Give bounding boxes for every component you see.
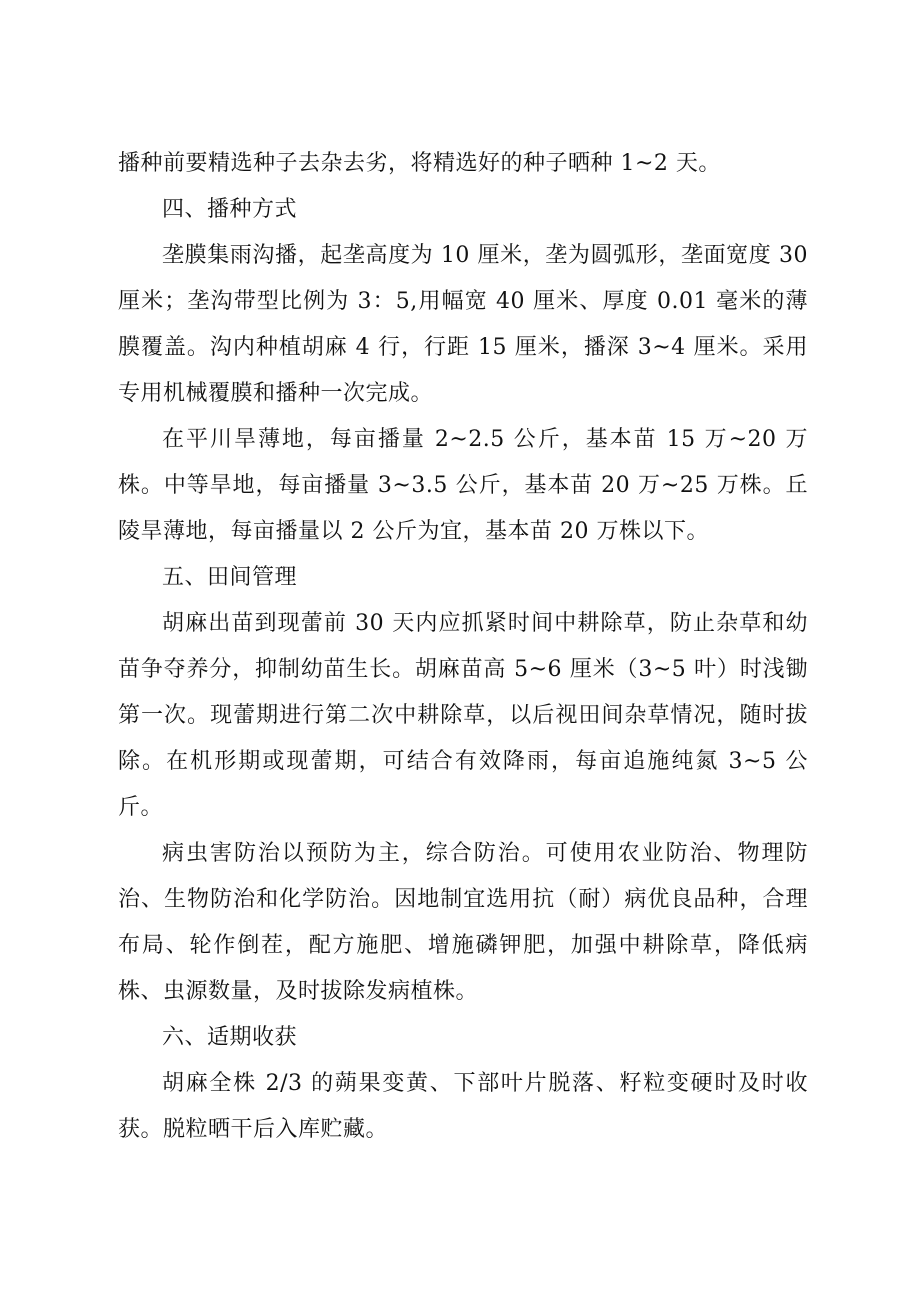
paragraph-weeding: 胡麻出苗到现蕾前 30 天内应抓紧时间中耕除草，防止杂草和幼苗争夺养分，抑制幼苗生长。胡麻苗高 5~6 厘米（3~5 叶）时浅锄第一次。现蕾期进行第二次中耕除草，以后视田间杂草情况，随时拔除。在机形期或现蕾期，可结合有效降雨，每亩追施纯氮 3~5 公斤。 xyxy=(118,611,808,820)
heading-field-management: 五、田间管理 xyxy=(162,565,298,590)
paragraph-ridge-film-sowing: 垄膜集雨沟播，起垄高度为 10 厘米，垄为圆弧形，垄面宽度 30 厘米；垄沟带型比例为 3：5,用幅宽 40 厘米、厚度 0.01 毫米的薄膜覆盖。沟内种植胡麻 4 行，行距 15 厘米，播深 3~4 厘米。采用专用机械覆膜和播种一次完成。 xyxy=(118,243,808,406)
heading-harvest: 六、适期收获 xyxy=(162,1025,298,1050)
heading-sowing-method: 四、播种方式 xyxy=(162,197,298,222)
document-body xyxy=(118,141,808,1153)
paragraph-seed-preparation: 播种前要精选种子去杂去劣，将精选好的种子晒种 1~2 天。 xyxy=(118,151,721,176)
paragraph-sowing-rate: 在平川旱薄地，每亩播量 2~2.5 公斤，基本苗 15 万~20 万株。中等旱地，每亩播量 3~3.5 公斤，基本苗 20 万~25 万株。丘陵旱薄地，每亩播量以 2 公斤为宜，基本苗 20 万株以下。 xyxy=(118,427,808,544)
paragraph-harvest-details: 胡麻全株 2/3 的蒴果变黄、下部叶片脱落、籽粒变硬时及时收获。脱粒晒干后入库贮藏。 xyxy=(118,1071,808,1142)
paragraph-pest-control: 病虫害防治以预防为主，综合防治。可使用农业防治、物理防治、生物防治和化学防治。因地制宜选用抗（耐）病优良品种，合理布局、轮作倒茬，配方施肥、增施磷钾肥，加强中耕除草，降低病株、虫源数量，及时拔除发病植株。 xyxy=(118,841,808,1004)
